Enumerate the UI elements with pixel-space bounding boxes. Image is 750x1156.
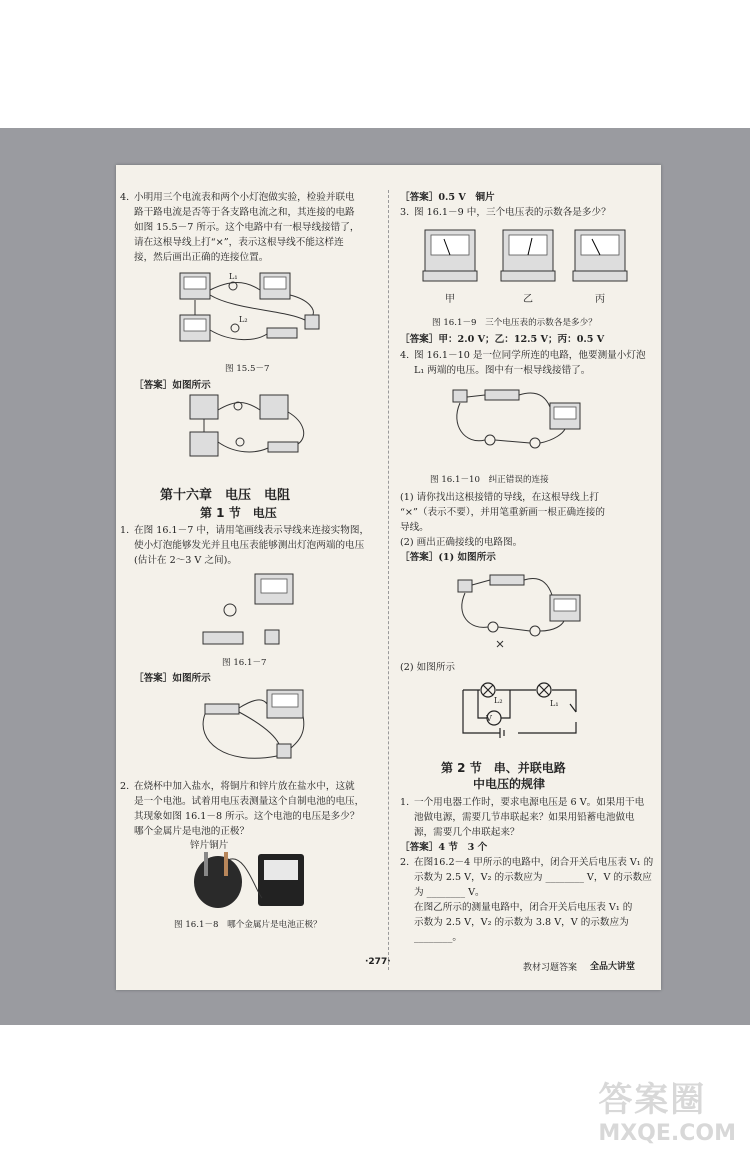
left-s1q2-line: 其现象如图 16.1－8 所示。这个电池的电压是多少？: [134, 811, 360, 822]
section2-title-line2: 中电压的规律: [473, 777, 546, 791]
right-s2q1-number: 1.: [400, 797, 410, 808]
answer-label: ［答案］4 节 3 个: [400, 842, 488, 853]
right-q4-number: 4.: [400, 350, 410, 361]
figure-caption: 图 16.1－7: [222, 658, 267, 668]
fig1-l2-label: L₂: [239, 315, 248, 324]
right-s2q1-line: 池做电源，需要几节串联起来？如果用铅蓄电池做电: [414, 812, 635, 823]
right-sub1-line: (1) 请你找出这根接错的导线，在这根导线上打: [400, 492, 599, 503]
right-q3-line: 图 16.1－9 中，三个电压表的示数各是多少？: [414, 207, 611, 218]
right-sub2: (2) 画出正确接线的电路图。: [400, 537, 523, 548]
left-q4-line: 小明用三个电流表和两个小灯泡做实验，检验并联电: [134, 192, 355, 203]
right-sub1-line: 导线。: [400, 522, 429, 533]
right-s2q2-line: 在图16.2－4 甲所示的电路中，闭合开关后电压表 V₁ 的: [414, 857, 654, 868]
figure-caption: 图 15.5－7: [225, 364, 270, 374]
footer-series: 教材习题答案: [523, 963, 578, 973]
right-q4-line: L₁ 两端的电压。图中有一根导线接错了。: [414, 365, 591, 376]
column-divider: [388, 190, 389, 970]
figure-15-5-7-circuit: [175, 270, 325, 350]
left-s1q1-line: 使小灯泡能够发光并且电压表能够测出灯泡两端的电压: [134, 540, 365, 551]
left-q4-line: 请在这根导线上打“×”，表示这根导线不能这样连: [134, 237, 344, 248]
left-q4-number: 4.: [120, 192, 130, 203]
right-sub1-line: “×”（表示不要），并用笔重新画一根正确连接的: [400, 507, 605, 518]
left-s1q2-line: 哪个金属片是电池的正极？: [134, 826, 250, 837]
chapter-title: 第十六章 电压 电阻: [160, 488, 291, 503]
right-s2q2-line: 示数为 2.5 V，V₂ 的示数应为 ________ V，V 的示数应: [414, 872, 652, 883]
right-q3-number: 3.: [400, 207, 410, 218]
answer-figure-16-1-7: [195, 686, 310, 774]
lamp-l1-label: L₁: [550, 699, 559, 708]
answer-figure-16-1-10: [450, 565, 590, 650]
left-s1q1-line: (估计在 2～3 V 之间)。: [134, 555, 237, 566]
meter-label-bing: 丙: [595, 294, 605, 305]
fig3-metal-label: 锌片铜片: [190, 840, 229, 851]
answer-label: ［答案］(1) 如图所示: [400, 552, 496, 563]
section2-title-line1: 第 2 节 串、并联电路: [441, 761, 566, 775]
right-q4-line: 图 16.1－10 是一位同学所连的电路，他要测量小灯泡: [414, 350, 646, 361]
watermark-line1: 答案圈: [598, 1080, 707, 1120]
figure-16-1-10-circuit: [445, 385, 585, 460]
figure-16-1-9-meters: [420, 225, 635, 307]
lamp-l2-label: L₂: [494, 696, 503, 705]
voltmeter-symbol: V: [486, 714, 492, 723]
figure-16-1-8-photo: [190, 850, 310, 912]
circuit-diagram: [458, 678, 583, 740]
right-s2q2-line: ________。: [414, 932, 462, 943]
figure-16-1-7: [195, 570, 305, 655]
right-s2q1-line: 源，需要几个串联起来？: [414, 827, 520, 838]
fig1-l1-label: L₁: [229, 272, 238, 281]
right-ans4b: (2) 如图所示: [400, 662, 456, 673]
footer-brand: 全品大讲堂: [590, 962, 636, 972]
watermark-line2: MXQE.COM: [598, 1121, 736, 1146]
meter-label-jia: 甲: [445, 294, 455, 305]
site-watermark: [598, 1072, 736, 1146]
left-s1q2-line: 在烧杯中加入盐水，将铜片和锌片放在盐水中，这就: [134, 781, 355, 792]
section-title: 第 1 节 电压: [200, 506, 277, 520]
right-s2q2-line: 在图乙所示的测量电路中，闭合开关后电压表 V₁ 的: [414, 902, 633, 913]
left-q4-line: 路干路电流是否等于各支路电流之和，其连接的电路: [134, 207, 355, 218]
right-s2q2-number: 2.: [400, 857, 410, 868]
figure-caption: 图 16.1－9 三个电压表的示数各是多少？: [432, 318, 597, 328]
meter-label-yi: 乙: [523, 294, 533, 305]
left-s1q2-line: 是一个电池。试着用电压表测量这个自制电池的电压，: [134, 796, 365, 807]
right-s2q2-line: 为 ________ V。: [414, 887, 485, 898]
right-s2q2-line: 示数为 2.5 V，V₂ 的示数为 3.8 V，V 的示数应为: [414, 917, 629, 928]
answer-circuit-figure: [180, 392, 320, 462]
left-s1q2-number: 2.: [120, 781, 130, 792]
answer-label: ［答案］如图所示: [134, 380, 211, 391]
figure-caption: 图 16.1－10 纠正错误的连接: [430, 475, 549, 485]
figure-caption: 图 16.1－8 哪个金属片是电池正极？: [174, 920, 322, 930]
left-s1q1-line: 在图 16.1－7 中，请用笔画线表示导线来连接实物图，: [134, 525, 370, 536]
right-s2q1-line: 一个用电器工作时，要求电源电压是 6 V。如果用干电: [414, 797, 645, 808]
answer-label: ［答案］0.5 V 铜片: [400, 192, 495, 203]
left-s1q1-number: 1.: [120, 525, 130, 536]
left-q4-line: 接，然后画出正确的连接位置。: [134, 252, 269, 263]
answer-label: ［答案］如图所示: [134, 673, 211, 684]
left-q4-line: 如图 15.5－7 所示。这个电路中有一根导线接错了，: [134, 222, 360, 233]
page-number: ·277·: [365, 957, 391, 967]
answer-label: ［答案］甲：2.0 V；乙：12.5 V；丙：0.5 V: [400, 334, 605, 345]
